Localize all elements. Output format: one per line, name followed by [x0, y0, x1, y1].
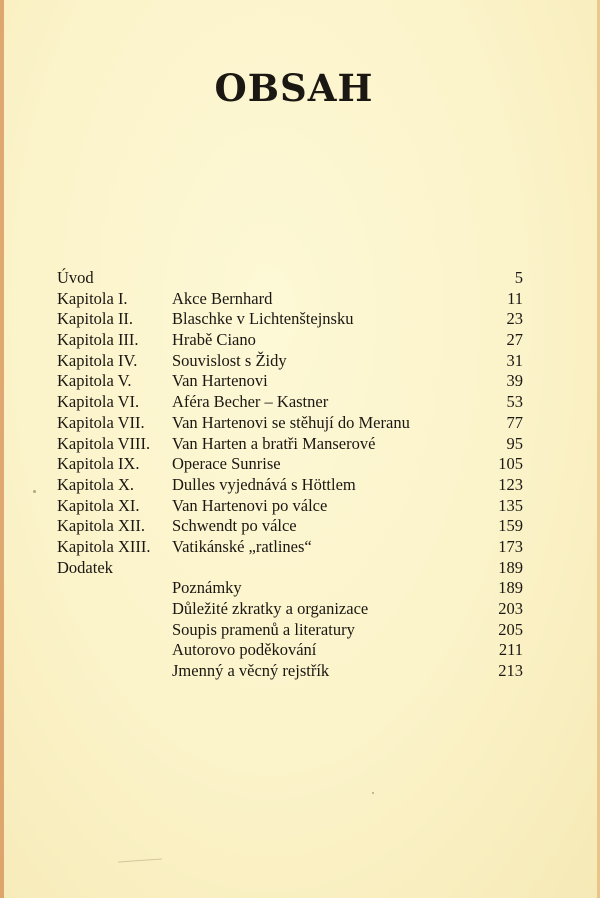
toc-chapter-label: Dodatek [57, 557, 113, 577]
table-of-contents [57, 268, 523, 682]
toc-chapter-label: Kapitola IX. [57, 454, 140, 474]
toc-chapter-title: Autorovo poděkování [172, 640, 317, 660]
toc-entry [57, 434, 523, 455]
toc-chapter-title: Aféra Becher – Kastner [172, 392, 329, 412]
toc-page-number: 211 [498, 640, 523, 660]
toc-chapter-title: Důležité zkratky a organizace [172, 599, 369, 618]
toc-entry [57, 289, 523, 310]
toc-page-number: 189 [498, 557, 523, 577]
toc-page-number: 11 [507, 288, 523, 308]
toc-chapter-title: Dulles vyjednává s Höttlem [172, 474, 356, 494]
toc-page-number: 39 [506, 371, 523, 391]
toc-entry [57, 268, 523, 289]
toc-page-number: 213 [498, 661, 523, 681]
toc-chapter-title: Hrabě Ciano [172, 330, 256, 350]
toc-entry [57, 309, 523, 330]
toc-entry [57, 351, 523, 372]
contents-heading: OBSAH [214, 66, 374, 110]
paper-speck [372, 792, 374, 794]
toc-chapter-label: Kapitola X. [57, 474, 134, 494]
toc-page-number: 31 [506, 350, 523, 370]
toc-chapter-title: Poznámky [172, 578, 242, 598]
toc-chapter-title: Schwendt po válce [172, 516, 297, 536]
page-edge-left [0, 0, 4, 898]
toc-entry [57, 454, 523, 475]
toc-chapter-label: Kapitola VII. [57, 412, 145, 432]
toc-entry [57, 392, 523, 413]
toc-entry [57, 537, 523, 558]
toc-entry [57, 661, 523, 682]
toc-chapter-title: Vatikánské „ratlines“ [172, 536, 312, 556]
paper-scratch [118, 858, 162, 862]
toc-chapter-label: Kapitola XII. [57, 516, 145, 536]
toc-chapter-label: Kapitola XI. [57, 495, 140, 515]
toc-page-number: 189 [498, 578, 523, 598]
toc-chapter-title: Operace Sunrise [172, 454, 281, 474]
toc-chapter-label: Kapitola XIII. [57, 536, 151, 556]
toc-page-number: 123 [498, 474, 523, 494]
toc-chapter-label: Kapitola III. [57, 330, 139, 350]
toc-entry [57, 496, 523, 517]
toc-chapter-title: Souvislost s Židy [172, 350, 287, 370]
toc-page-number: 173 [498, 536, 523, 556]
toc-chapter-label: Kapitola IV. [57, 350, 138, 370]
toc-chapter-label: Kapitola V. [57, 371, 132, 391]
toc-page-number: 77 [506, 412, 523, 432]
paper-speck [33, 490, 36, 493]
toc-entry [57, 640, 523, 661]
toc-entry [57, 620, 523, 641]
toc-entry [57, 475, 523, 496]
toc-entry [57, 558, 523, 579]
toc-chapter-title: Jmenný a věcný rejstřík [172, 661, 330, 681]
toc-chapter-label: Kapitola VI. [57, 392, 140, 412]
toc-page-number: 159 [498, 516, 523, 536]
toc-chapter-title: Van Hartenovi [172, 371, 268, 391]
toc-chapter-title: Van Harten a bratři Manserové [172, 433, 376, 453]
toc-entry [57, 599, 523, 620]
toc-entry [57, 516, 523, 537]
toc-chapter-title: Soupis pramenů a literatury [172, 619, 355, 639]
toc-page-number: 205 [498, 619, 523, 639]
toc-chapter-label: Úvod [57, 268, 94, 287]
toc-page-number: 5 [514, 268, 523, 287]
toc-chapter-title: Akce Bernhard [172, 288, 273, 308]
toc-page-number: 23 [506, 309, 523, 329]
toc-page-number: 95 [506, 433, 523, 453]
toc-chapter-label: Kapitola II. [57, 309, 134, 329]
toc-page-number: 53 [506, 392, 523, 412]
toc-entry [57, 413, 523, 434]
toc-chapter-label: Kapitola I. [57, 288, 128, 308]
toc-chapter-label: Kapitola VIII. [57, 433, 151, 453]
toc-entry [57, 578, 523, 599]
toc-entry [57, 330, 523, 351]
toc-page-number: 135 [498, 495, 523, 515]
toc-chapter-title: Van Hartenovi po válce [172, 495, 328, 515]
toc-chapter-title: Van Hartenovi se stěhují do Meranu [172, 412, 410, 432]
toc-page-number: 203 [498, 599, 523, 618]
toc-page-number: 27 [506, 330, 523, 350]
toc-entry [57, 371, 523, 392]
toc-chapter-title: Blaschke v Lichtenštejnsku [172, 309, 354, 329]
toc-page-number: 105 [498, 454, 523, 474]
